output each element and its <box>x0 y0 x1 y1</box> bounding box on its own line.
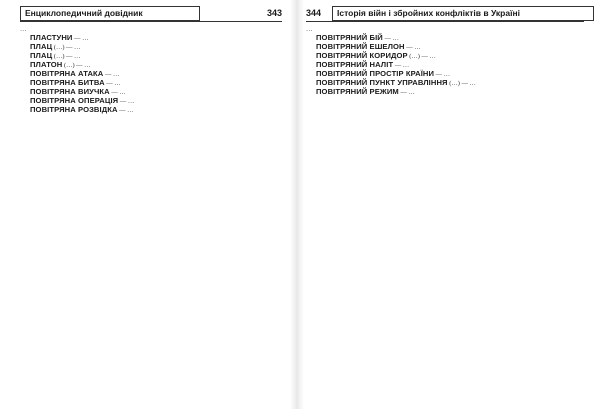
entry-headword: ПОВІТРЯНА АТАКА <box>30 69 104 79</box>
entry-headword: ПОВІТРЯНИЙ ЕШЕЛОН <box>316 42 405 52</box>
entry-definition: — … <box>398 89 415 97</box>
entry-headword: ПОВІТРЯНИЙ БІЙ <box>316 33 383 43</box>
entry-headword: ПОВІТРЯНИЙ ПРОСТІР КРАЇНИ <box>316 69 435 79</box>
entry-headword: ПОВІТРЯНА РОЗВІДКА <box>30 105 118 115</box>
left-header-rule <box>20 21 282 22</box>
left-page-header <box>0 6 290 20</box>
left-page <box>0 0 290 409</box>
left-running-title: Енциклопедичний довідник <box>20 6 200 21</box>
left-page-number: 343 <box>266 8 282 18</box>
entry-headword: ПЛАСТУНИ <box>30 33 73 43</box>
right-page-number: 344 <box>306 8 322 18</box>
entry-headword: ПОВІТРЯНИЙ НАЛІТ <box>316 60 394 70</box>
entry-headword: ПЛАЦ <box>30 51 53 61</box>
right-page-body <box>306 26 584 405</box>
right-running-title: Історія війн і збройних конфліктів в Україні <box>332 6 594 21</box>
entry-definition: — … <box>103 71 120 79</box>
entry-headword: ПЛАТОН <box>30 60 63 70</box>
entry-headword: ПОВІТРЯНА БИТВА <box>30 78 105 88</box>
entry-headword: ПОВІТРЯНА ВИУЧКА <box>30 87 110 97</box>
book-gutter <box>290 0 304 409</box>
entry-headword: ПЛАЦ <box>30 42 53 52</box>
entry-plastuny <box>20 34 282 43</box>
right-header-rule <box>306 21 584 22</box>
entry-plats-1 <box>20 43 282 52</box>
entry-definition: — … <box>404 44 421 52</box>
entry-definition: — … <box>382 35 399 43</box>
right-page-header <box>304 6 600 20</box>
entry-definition: (…) — … <box>52 53 81 61</box>
entry-definition: (…) — … <box>62 62 91 70</box>
entry-headword: ПОВІТРЯНИЙ ПУНКТ УПРАВЛІННЯ <box>316 78 448 88</box>
entry-definition: (…) — … <box>407 53 436 61</box>
entry-definition: — … <box>393 62 410 70</box>
entry-definition: (…) — … <box>52 44 81 52</box>
left-intro-paragraph: … <box>20 26 27 33</box>
entry-definition: — … <box>109 89 126 97</box>
entry-definition: — … <box>104 80 121 88</box>
entry-definition: (…) — … <box>447 80 476 88</box>
entry-definition: — … <box>117 107 134 115</box>
right-intro-paragraph: … <box>306 26 313 33</box>
entry-definition: — … <box>434 71 451 79</box>
entry-headword: ПОВІТРЯНИЙ РЕЖИМ <box>316 87 399 97</box>
entry-headword: ПОВІТРЯНИЙ КОРИДОР <box>316 51 408 61</box>
left-page-body <box>20 26 282 405</box>
right-page <box>304 0 600 409</box>
entry-definition: — … <box>118 98 135 106</box>
entry-definition: — … <box>72 35 89 43</box>
entry-headword: ПОВІТРЯНА ОПЕРАЦІЯ <box>30 96 119 106</box>
entry-povitrianyi-rezhym <box>306 88 584 97</box>
entry-povitriana-rozvidka <box>20 106 282 115</box>
